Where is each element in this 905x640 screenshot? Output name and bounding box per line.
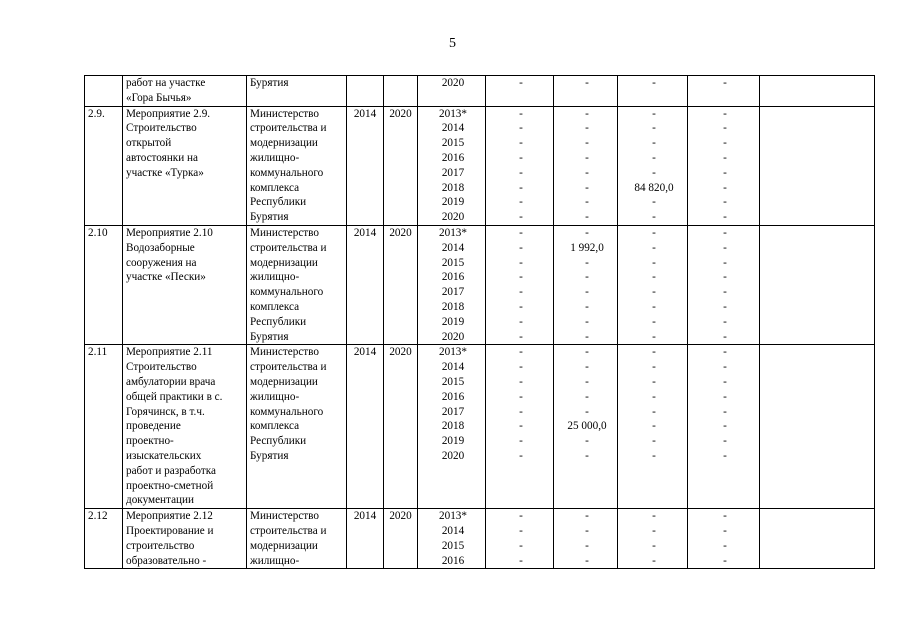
empty-cell — [760, 225, 875, 344]
executor-line: модернизации — [250, 137, 318, 150]
funding-value: - — [652, 361, 656, 374]
funding-year: 2014 — [441, 122, 465, 135]
start-year: 2014 — [347, 345, 384, 509]
funding-value: - — [519, 435, 523, 448]
funding-value: - — [652, 315, 656, 328]
executor-line: жилищно- — [250, 554, 300, 567]
funding-value: - — [519, 166, 523, 179]
funding-value: - — [723, 137, 727, 150]
funding-value: - — [652, 554, 656, 567]
empty-cell — [760, 106, 875, 225]
funding-value: - — [519, 137, 523, 150]
funding-year: 2014 — [441, 361, 465, 374]
funding-year: 2015 — [441, 137, 465, 150]
executor-line: комплекса — [250, 420, 300, 433]
funding-value: - — [519, 405, 523, 418]
executor — [247, 345, 347, 509]
funding-value-v1 — [486, 106, 554, 225]
funding-year: 2018 — [441, 181, 465, 194]
executor — [247, 225, 347, 344]
funding-value: - — [723, 226, 727, 239]
funding-value: - — [519, 300, 523, 313]
activity-name-line: Строительство — [126, 361, 197, 374]
funding-value: - — [585, 77, 589, 89]
funding-value-v4 — [688, 106, 760, 225]
funding-value: - — [723, 271, 727, 284]
funding-value: - — [723, 330, 727, 343]
activity-name-line: Мероприятие 2.10 — [126, 226, 213, 239]
executor-line: строительства и — [250, 524, 327, 537]
funding-value: - — [723, 390, 727, 403]
funding-value: - — [723, 420, 727, 433]
activity-name-line: Мероприятие 2.11 — [126, 346, 213, 359]
funding-value: 1 992,0 — [570, 241, 604, 254]
activity-name-line: Водозаборные — [126, 241, 195, 254]
funding-value-v3 — [618, 76, 688, 107]
activity-name-line: Проектирование и — [126, 524, 214, 537]
funding-year: 2015 — [441, 256, 465, 269]
funding-year: 2020 — [441, 330, 465, 343]
funding-value: - — [585, 510, 589, 523]
funding-value: - — [585, 107, 589, 120]
funding-value: - — [585, 196, 589, 209]
activity-name-line: Строительство — [126, 122, 197, 135]
funding-value: - — [723, 449, 727, 462]
funding-value: - — [723, 211, 727, 224]
empty-cell — [760, 76, 875, 107]
funding-value: - — [652, 196, 656, 209]
executor-line: Республики — [250, 435, 307, 448]
funding-years — [418, 345, 486, 509]
activity-number — [85, 76, 123, 107]
activity-name-line: строительство — [126, 539, 195, 552]
end-year — [384, 76, 418, 107]
start-year: 2014 — [347, 106, 384, 225]
funding-value: - — [723, 524, 727, 537]
activity-name-line: открытой — [126, 137, 172, 150]
funding-value: - — [585, 390, 589, 403]
activity-name-line: сооружения на — [126, 256, 197, 269]
executor-line: коммунального — [250, 405, 324, 418]
funding-year: 2018 — [441, 420, 465, 433]
activity-name-line: работ на участке — [126, 77, 206, 89]
funding-value: - — [652, 107, 656, 120]
funding-value: - — [519, 346, 523, 359]
funding-value: - — [585, 300, 589, 313]
funding-value-v2 — [554, 509, 618, 569]
funding-value: - — [519, 241, 523, 254]
activity-name-line: общей практики в с. — [126, 390, 223, 403]
activity-name-line: участке «Пески» — [126, 271, 206, 284]
funding-value: - — [519, 107, 523, 120]
funding-value: - — [723, 405, 727, 418]
funding-value: - — [585, 524, 589, 537]
activity-name-line: изыскательских — [126, 449, 202, 462]
funding-value: - — [652, 405, 656, 418]
funding-value: - — [723, 435, 727, 448]
funding-value: 84 820,0 — [634, 181, 674, 194]
funding-value-v1 — [486, 509, 554, 569]
funding-value-v4 — [688, 509, 760, 569]
funding-value: - — [723, 300, 727, 313]
funding-years — [418, 76, 486, 107]
funding-value: - — [652, 166, 656, 179]
funding-value-v2 — [554, 345, 618, 509]
funding-years — [418, 509, 486, 569]
funding-value: - — [585, 226, 589, 239]
start-year: 2014 — [347, 225, 384, 344]
activity-number: 2.9. — [85, 106, 123, 225]
funding-value: - — [585, 361, 589, 374]
executor-line: Республики — [250, 196, 307, 209]
table-row — [85, 509, 875, 569]
table-row — [85, 106, 875, 225]
activity-name — [123, 106, 247, 225]
activity-name — [123, 509, 247, 569]
funding-year: 2018 — [441, 300, 465, 313]
funding-value: - — [723, 107, 727, 120]
activity-name-line: Мероприятие 2.9. — [126, 107, 211, 120]
executor-line: Республики — [250, 315, 307, 328]
executor-line: строительства и — [250, 241, 327, 254]
executor-line: коммунального — [250, 286, 324, 299]
funding-value-v3 — [618, 345, 688, 509]
activity-name-line: документации — [126, 494, 194, 507]
funding-value-v2 — [554, 106, 618, 225]
funding-year: 2019 — [441, 435, 465, 448]
funding-value: - — [519, 122, 523, 135]
activity-name-line: проектно- — [126, 435, 174, 448]
activity-name-line: Горячинск, в т.ч. — [126, 405, 205, 418]
funding-value: - — [519, 256, 523, 269]
funding-value-v2 — [554, 225, 618, 344]
funding-year: 2014 — [441, 241, 465, 254]
executor — [247, 76, 347, 107]
executor-line: Бурятия — [250, 211, 289, 224]
funding-value: - — [585, 375, 589, 388]
executor-line: комплекса — [250, 300, 300, 313]
funding-value: - — [519, 196, 523, 209]
funding-value: 25 000,0 — [567, 420, 607, 433]
funding-value: - — [723, 375, 727, 388]
funding-value: - — [519, 151, 523, 164]
end-year: 2020 — [384, 509, 418, 569]
activity-name — [123, 76, 247, 107]
funding-value: - — [652, 346, 656, 359]
funding-value: - — [519, 226, 523, 239]
funding-value: - — [723, 166, 727, 179]
funding-value: - — [585, 346, 589, 359]
funding-value: - — [723, 346, 727, 359]
activity-name-line: участке «Турка» — [126, 166, 204, 179]
funding-value: - — [723, 361, 727, 374]
funding-value: - — [585, 271, 589, 284]
executor — [247, 509, 347, 569]
funding-value: - — [585, 122, 589, 135]
funding-value: - — [585, 330, 589, 343]
funding-value: - — [519, 510, 523, 523]
funding-value: - — [519, 361, 523, 374]
funding-value-v3 — [618, 106, 688, 225]
funding-value: - — [585, 435, 589, 448]
funding-value-v4 — [688, 225, 760, 344]
empty-cell — [760, 509, 875, 569]
executor-line: комплекса — [250, 181, 300, 194]
table-row — [85, 225, 875, 344]
start-year: 2014 — [347, 509, 384, 569]
funding-value: - — [652, 226, 656, 239]
funding-value: - — [723, 286, 727, 299]
funding-value: - — [519, 286, 523, 299]
funding-value: - — [519, 271, 523, 284]
funding-value: - — [585, 286, 589, 299]
funding-value: - — [652, 510, 656, 523]
end-year: 2020 — [384, 106, 418, 225]
funding-value: - — [652, 435, 656, 448]
funding-value: - — [652, 256, 656, 269]
funding-value: - — [652, 420, 656, 433]
executor-line: строительства и — [250, 361, 327, 374]
executor-line: коммунального — [250, 166, 324, 179]
funding-value: - — [723, 510, 727, 523]
activity-number: 2.11 — [85, 345, 123, 509]
activity-number: 2.10 — [85, 225, 123, 344]
funding-value: - — [652, 271, 656, 284]
funding-value-v1 — [486, 345, 554, 509]
funding-value: - — [723, 122, 727, 135]
funding-value: - — [519, 554, 523, 567]
funding-value: - — [519, 390, 523, 403]
funding-value: - — [652, 300, 656, 313]
program-activities-table — [84, 75, 875, 569]
activity-number: 2.12 — [85, 509, 123, 569]
funding-value: - — [723, 256, 727, 269]
funding-value: - — [585, 449, 589, 462]
funding-year: 2015 — [441, 375, 465, 388]
activity-name-line: образовательно - — [126, 554, 207, 567]
funding-value: - — [652, 390, 656, 403]
funding-value: - — [585, 539, 589, 552]
executor-line: жилищно- — [250, 151, 300, 164]
executor-line: жилищно- — [250, 271, 300, 284]
table-body — [85, 76, 875, 569]
funding-value-v2 — [554, 76, 618, 107]
activity-name — [123, 345, 247, 509]
funding-value: - — [652, 524, 656, 537]
funding-year: 2013* — [439, 107, 467, 120]
activity-name — [123, 225, 247, 344]
funding-value-v3 — [618, 509, 688, 569]
funding-year: 2013* — [439, 510, 467, 523]
funding-value: - — [519, 449, 523, 462]
funding-years — [418, 225, 486, 344]
executor-line: модернизации — [250, 539, 318, 552]
funding-value: - — [723, 181, 727, 194]
table-row — [85, 76, 875, 107]
funding-value: - — [723, 241, 727, 254]
executor-line: строительства и — [250, 122, 327, 135]
funding-value: - — [519, 330, 523, 343]
executor-line: Министерство — [250, 346, 319, 359]
empty-cell — [760, 345, 875, 509]
funding-year: 2013* — [439, 226, 467, 239]
executor-line: жилищно- — [250, 390, 300, 403]
funding-value: - — [723, 554, 727, 567]
funding-value: - — [585, 151, 589, 164]
funding-value: - — [585, 405, 589, 418]
funding-value-v1 — [486, 76, 554, 107]
funding-value: - — [585, 181, 589, 194]
funding-value: - — [723, 539, 727, 552]
table-row — [85, 345, 875, 509]
funding-value: - — [723, 315, 727, 328]
funding-value: - — [652, 241, 656, 254]
funding-value: - — [519, 315, 523, 328]
activity-name-line: «Гора Бычья» — [126, 91, 192, 104]
funding-value: - — [652, 122, 656, 135]
funding-value-v1 — [486, 225, 554, 344]
funding-value: - — [585, 211, 589, 224]
funding-value: - — [519, 420, 523, 433]
funding-year: 2017 — [441, 405, 465, 418]
funding-value: - — [585, 256, 589, 269]
funding-value: - — [652, 449, 656, 462]
funding-value: - — [519, 524, 523, 537]
activity-name-line: проектно-сметной — [126, 479, 214, 492]
funding-year: 2019 — [441, 196, 465, 209]
executor-line: модернизации — [250, 256, 318, 269]
funding-value-v4 — [688, 76, 760, 107]
end-year: 2020 — [384, 225, 418, 344]
funding-year: 2020 — [441, 211, 465, 224]
executor-line: Министерство — [250, 226, 319, 239]
funding-value: - — [585, 554, 589, 567]
executor-line: Бурятия — [250, 449, 289, 462]
funding-value: - — [723, 151, 727, 164]
funding-value: - — [519, 375, 523, 388]
funding-value: - — [585, 315, 589, 328]
executor-line: Бурятия — [250, 77, 289, 89]
funding-value: - — [519, 539, 523, 552]
funding-value: - — [652, 375, 656, 388]
executor-line: Министерство — [250, 510, 319, 523]
executor — [247, 106, 347, 225]
activity-name-line: автостоянки на — [126, 151, 198, 164]
end-year: 2020 — [384, 345, 418, 509]
funding-value: - — [585, 137, 589, 150]
funding-value: - — [652, 151, 656, 164]
activity-name-line: работ и разработка — [126, 464, 216, 477]
funding-value: - — [519, 181, 523, 194]
funding-value: - — [652, 539, 656, 552]
funding-value: - — [585, 166, 589, 179]
activity-name-line: Мероприятие 2.12 — [126, 510, 213, 523]
funding-value-v4 — [688, 345, 760, 509]
start-year — [347, 76, 384, 107]
funding-year: 2013* — [439, 346, 467, 359]
funding-year: 2016 — [441, 271, 465, 284]
funding-value: - — [652, 77, 656, 89]
funding-value: - — [723, 196, 727, 209]
funding-value: - — [652, 211, 656, 224]
page-number: 5 — [449, 36, 456, 51]
funding-year: 2016 — [441, 390, 465, 403]
funding-year: 2015 — [441, 539, 465, 552]
funding-value: - — [519, 211, 523, 224]
funding-year: 2017 — [441, 166, 465, 179]
funding-year: 2019 — [441, 315, 465, 328]
funding-value-v3 — [618, 225, 688, 344]
executor-line: Бурятия — [250, 330, 289, 343]
funding-year: 2020 — [441, 449, 465, 462]
executor-line: модернизации — [250, 375, 318, 388]
funding-value: - — [652, 286, 656, 299]
funding-year: 2014 — [441, 524, 465, 537]
funding-years — [418, 106, 486, 225]
activity-name-line: проведение — [126, 420, 181, 433]
funding-value: - — [652, 137, 656, 150]
funding-year: 2017 — [441, 286, 465, 299]
funding-value: - — [652, 330, 656, 343]
funding-value: - — [723, 77, 727, 89]
executor-line: Министерство — [250, 107, 319, 120]
activity-name-line: амбулатории врача — [126, 375, 216, 388]
funding-year: 2016 — [441, 151, 465, 164]
funding-year: 2016 — [441, 554, 465, 567]
funding-year: 2020 — [441, 77, 465, 89]
funding-value: - — [519, 77, 523, 89]
